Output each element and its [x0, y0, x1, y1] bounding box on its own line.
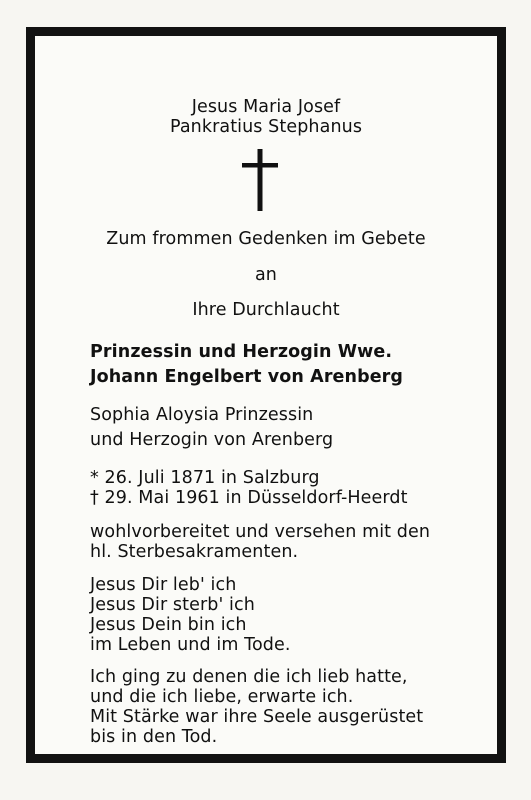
birth-name-line-1: Sophia Aloysia Prinzessin [90, 405, 314, 425]
sacraments-line-1: wohlvorbereitet und versehen mit den [90, 522, 431, 542]
intro-line-1: Zum frommen Gedenken im Gebete [106, 229, 426, 249]
closing-line-2: und die ich liebe, erwarte ich. [90, 687, 354, 707]
name-line-2: Johann Engelbert von Arenberg [90, 367, 404, 387]
header-line-1: Jesus Maria Josef [191, 97, 341, 117]
birth-name-line-2: und Herzogin von Arenberg [90, 430, 334, 450]
closing-line-1: Ich ging zu denen die ich lieb hatte, [90, 667, 408, 687]
prayer-line-2: Jesus Dir sterb' ich [90, 595, 255, 615]
intro-line-2: an [254, 265, 277, 285]
death-date: † 29. Mai 1961 in Düsseldorf-Heerdt [90, 488, 408, 508]
intro-line-3: Ihre Durchlaucht [192, 300, 340, 320]
sacraments-line-2: hl. Sterbesakramenten. [90, 542, 299, 562]
prayer-line-4: im Leben und im Tode. [90, 635, 291, 655]
prayer-line-1: Jesus Dir leb' ich [90, 575, 237, 595]
closing-line-4: bis in den Tod. [90, 727, 218, 747]
header-line-2: Pankratius Stephanus [169, 117, 363, 137]
name-line-1: Prinzessin und Herzogin Wwe. [90, 342, 393, 362]
prayer-line-3: Jesus Dein bin ich [90, 615, 247, 635]
closing-line-3: Mit Stärke war ihre Seele ausgerüstet [90, 707, 424, 727]
latin-cross-icon [240, 149, 280, 211]
birth-date: * 26. Juli 1871 in Salzburg [90, 468, 320, 488]
memorial-card-frame [26, 27, 506, 763]
